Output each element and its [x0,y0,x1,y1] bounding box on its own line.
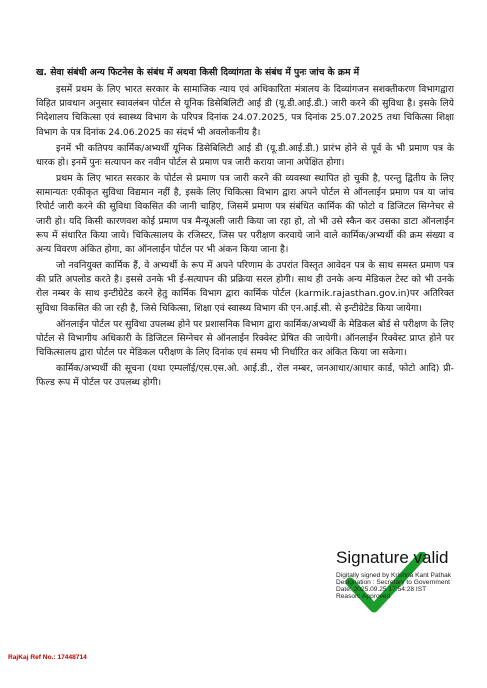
document-body [36,66,454,392]
paragraph-4: जो नवनियुक्त कार्मिक हैं, वे अभ्यर्थी के रूप में अपने परिणाम के उपरांत विस्तृत आवेदन पत्र के साथ समस्त प्रमाण पत्र की प्रति अपलोड करते है। इससे उनके भी ई-सत्यापन की प्रक्रिया सरल होगी। साथ ही उनके अन्य मेडिकल टेस्ट को भी उनके रोल नम्बर के साथ इन्टीग्रेटेड करने हेतु कार्मिक विभाग द्वारा कार्मिक पोर्टल (karmik.rajasthan.gov.in)पर अतिरिक्त सुविधा विकसित की जा रही है, जिसे चिकित्सा, शिक्षा एवं स्वास्थ्य विभाग की एन.आई.सी. से इन्टीग्रेटेड किया जायेगा। [36,260,454,314]
signature-reason: Reason: Approved [336,593,391,600]
section-heading: ख. सेवा संबंधी अन्य फिटनेस के संबंध में अथवा किसी दिव्यांगता के संबंध में पुनः जांच के क्रम में [36,67,360,78]
rajkaj-reference: RajKaj Ref No.: 17448714 [8,654,87,661]
paragraph-5: ऑनलाईन पोर्टल पर सुविधा उपलब्ध होने पर प्रशासनिक विभाग द्वारा कार्मिक/अभ्यर्थी के मेडिकल बोर्ड से परीक्षण के लिए पोर्टल से विभागीय अधिकारी के डिजिटल सिग्नेचर से ऑनलाईन रिक्वेस्ट प्रेषित की जायेगी। ऑनलाईन रिक्वेस्ट प्राप्त होने पर चिकित्सालय द्वारा पोर्टल पर मेडिकल परीक्षण के लिए दिनांक एवं समय भी निर्धारित कर अंकित किया जा सकेगा। [36,318,454,358]
signature-designation: Designation : Secretary to Government [336,579,450,586]
paragraph-1: इसमें प्रथम के लिए भारत सरकार के सामाजिक न्याय एवं अधिकारिता मंत्रालय के दिव्यांगजन सशक्तीकरण विभागद्वारा विहित प्रावधान अनुसार स्वावलंबन पोर्टल से यूनिक डिसेबिलिटी आई डी (यू.डी.आई.डी.) जारी करने की सुविधा है। इसके लिये निदेशालय चिकित्सा एवं स्वास्थ्य विभाग के परिपत्र दिनांक 24.07.2025, पत्र दिनांक 25.07.2025 तथा चिकित्सा शिक्षा विभाग के पत्र दिनांक 24.06.2025 का संदर्भ भी अवलोकनीय है। [36,84,454,138]
signature-signer: Digitally signed by Krishna Kant Pathak [336,572,452,579]
paragraph-3: प्रथम के लिए भारत सरकार के पोर्टल से प्रमाण पत्र जारी करने की व्यवस्था स्थापित हो चुकी है, परन्तु द्वितीय के लिए सामान्यतः एकीकृत सुविधा विद्यमान नहीं है, इसके लिए चिकित्सा विभाग द्वारा अपने पोर्टल से ऑनलाईन प्रमाण पत्र या जांच रिपोर्ट जारी करने की सुविधा विकसित की जानी चाहिए, जिसमें प्रमाण पत्र संबंधित कार्मिक की फोटो व डिजिटल सिग्नेचर से जारी हो। यदि किसी कारणवश कोई प्रमाण पत्र मैन्यूअली जारी किया जा रहा हो, तो भी उसे स्कैन कर उसका डाटा ऑनलाईन रूप में संधारित किया जाये। चिकित्सालय के रजिस्टर, जिस पर परीक्षण करवाये जाने वाले कार्मिक/अभ्यर्थी की क्रम संख्या व अन्य विवरण अंकित होगा, का ऑनलाईन पोर्टल पर भी अंकन किया जाना है। [36,173,454,255]
paragraph-6: कार्मिक/अभ्यर्थी की सूचना (यथा एम्पलॉई/एस.एस.ओ. आई.डी., रोल नम्बर, जनआधार/आधार कार्ड, फोटो आदि) प्री-फिल्ड रूप में पोर्टल पर उपलब्ध होगी। [36,363,454,389]
signature-status: Signature valid [336,548,449,567]
signature-date: Date: 2025.09.25 17:54:28 IST [336,586,427,593]
digital-signature-stamp[interactable] [322,548,478,614]
paragraph-2: इनमें भी कतिपय कार्मिक/अभ्यर्थी यूनिक डिसेबिलिटी आई डी (यू.डी.आई.डी.) प्रारंभ होने से पूर्व के भी प्रमाण पत्र के धारक हो। इनमें पुनः सत्यापन कर नवीन पोर्टल से प्रमाण पत्र जारी कराया जाना अपेक्षित होगा। [36,142,454,168]
